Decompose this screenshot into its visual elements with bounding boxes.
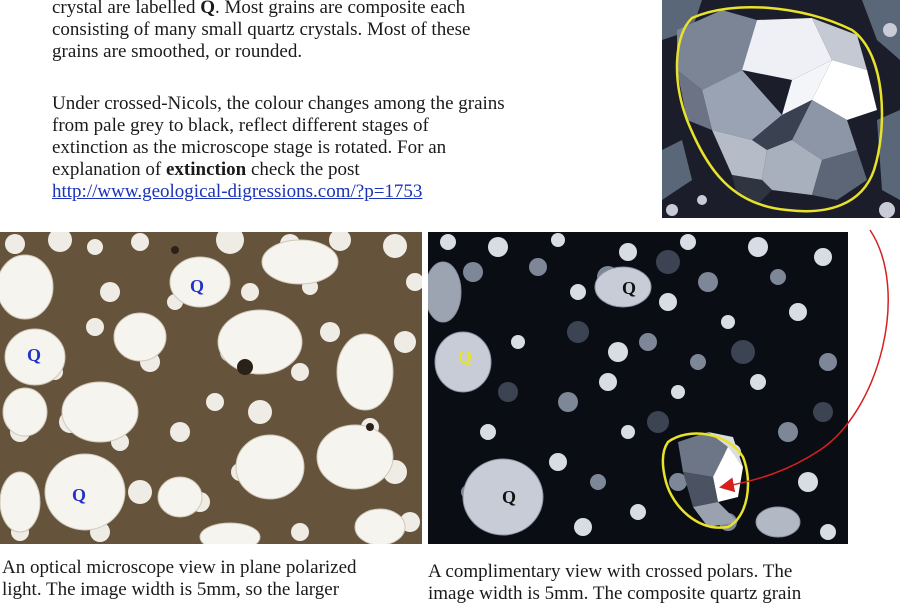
ppl-q-label-2: Q [27,345,42,365]
crossed-polars-micrograph [428,232,848,544]
ppl-q-label-3: Q [72,485,87,505]
cn-line-3: extinction as the microscope stage is rotated. For an [52,137,447,158]
composite-grain-closeup-image [662,0,900,218]
xpl-caption-line-1: A complimentary view with crossed polars. The [428,561,793,582]
cn-line-1: Under crossed-Nicols, the colour changes among the grains [52,93,505,114]
crossed-nicols-paragraph [52,93,612,203]
closeup-graphic [662,0,900,218]
xpl-caption [428,561,898,605]
q-label-inline: Q [200,0,216,18]
xpl-q-label-3: Q [502,487,517,507]
intro-paragraph [52,0,572,63]
xpl-q-label-1: Q [622,278,637,298]
xpl-caption-line-2: image width is 5mm. The composite quartz grain [428,583,802,604]
ppl-graphic [0,232,422,544]
ppl-q-label-1: Q [190,276,205,296]
extinction-post-link[interactable]: http://www.geological-digressions.com/?p=1753 [52,181,423,202]
cn-line-4: explanation of extinction check the post [52,159,360,180]
cn-line-2: from pale grey to black, reflect different stages of [52,115,429,136]
ppl-caption-line-1: An optical microscope view in plane polarized [2,557,357,578]
xpl-graphic [428,232,848,544]
cn-line-5 [52,181,612,203]
xpl-q-label-2: Q [458,347,473,367]
ppl-caption-line-2: light. The image width is 5mm, so the larger [2,579,340,600]
extinction-term: extinction [165,159,247,180]
intro-line-2: consisting of many small quartz crystals. Most of these [52,19,471,40]
intro-line-1: crystal are labelled Q. Most grains are composite each [52,0,572,19]
ppl-caption [2,557,422,601]
intro-line-3: grains are smoothed, or rounded. [52,41,303,62]
plane-polarized-micrograph [0,232,422,544]
